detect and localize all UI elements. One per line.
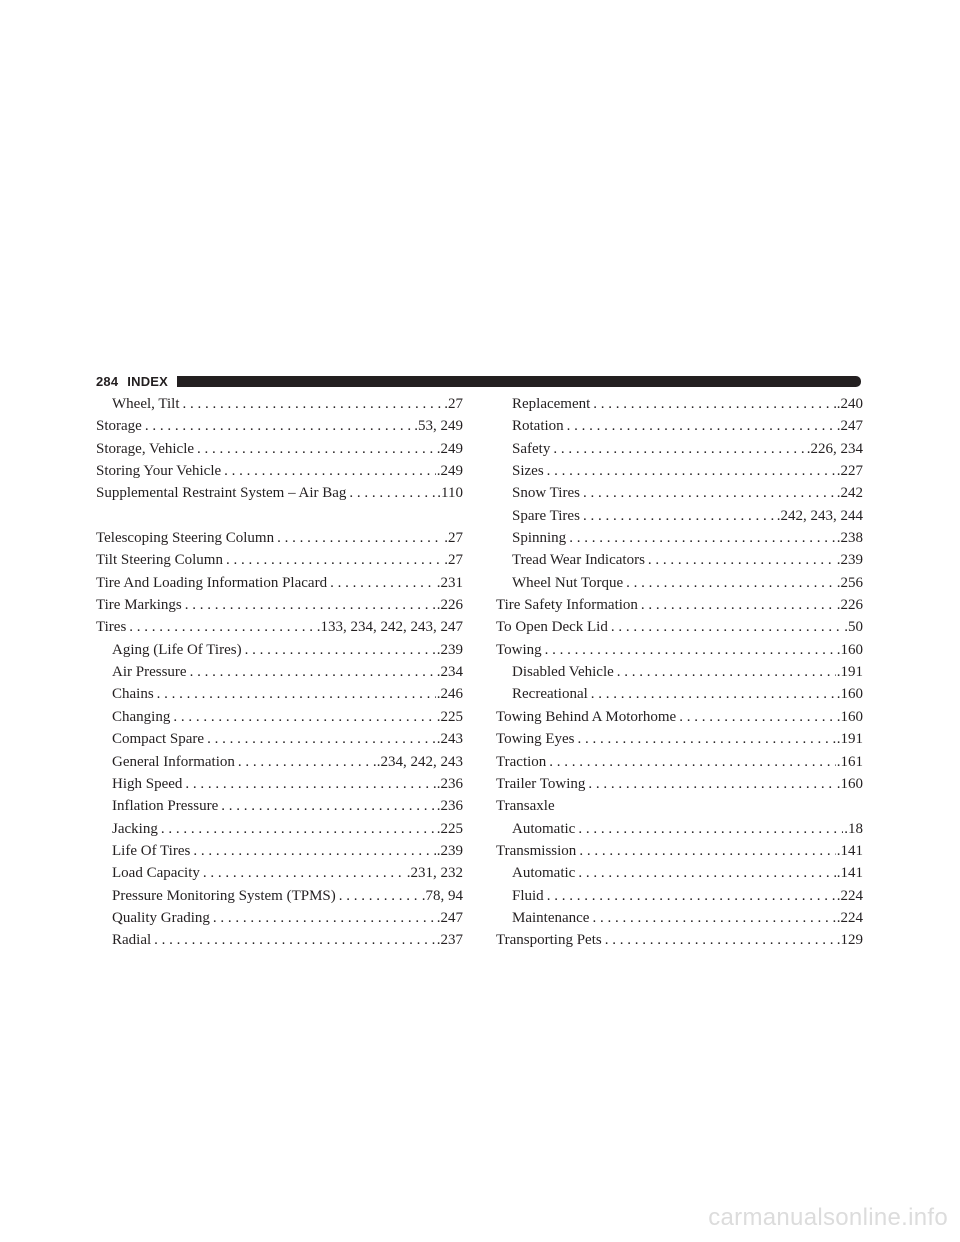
index-page-ref: .234 (436, 664, 463, 681)
index-subentry (96, 840, 463, 862)
dot-leader (180, 393, 444, 415)
index-label: Tires (96, 619, 127, 636)
index-entry (496, 840, 863, 862)
dot-leader (590, 393, 835, 415)
index-subentry (496, 527, 863, 549)
dot-leader (327, 572, 436, 594)
index-subentry (96, 706, 463, 728)
index-label: Maintenance (512, 909, 590, 926)
index-page-ref: .247 (436, 909, 463, 926)
index-page-ref: .27 (444, 396, 463, 412)
index-entry (496, 706, 863, 728)
dot-leader (187, 661, 436, 683)
index-subentry (496, 907, 863, 929)
index-page-ref: .256 (836, 574, 863, 591)
dot-leader (154, 683, 436, 705)
index-label: Tilt Steering Column (96, 552, 223, 569)
index-subentry (96, 773, 463, 795)
dot-leader (542, 639, 836, 661)
index-label: Towing Behind A Motorhome (496, 708, 677, 725)
index-label: Tire Markings (96, 597, 182, 614)
index-page-ref: .160 (836, 775, 863, 792)
index-label: Automatic (512, 820, 576, 837)
index-label: Storage (96, 418, 142, 435)
dot-leader (190, 840, 435, 862)
index-page-ref: .224 (836, 887, 863, 904)
index-label: Rotation (512, 418, 564, 435)
index-subentry (96, 728, 463, 750)
index-column-left (96, 393, 463, 952)
dot-leader (346, 482, 436, 504)
index-page-ref: .247 (836, 418, 863, 435)
index-label: Air Pressure (112, 664, 187, 681)
index-label: Inflation Pressure (112, 798, 219, 815)
index-subentry (496, 885, 863, 907)
index-page-ref: .236 (436, 775, 463, 792)
index-label: Transmission (496, 842, 577, 859)
dot-leader (546, 751, 835, 773)
dot-leader (575, 818, 843, 840)
index-page-ref: .239 (436, 641, 463, 658)
dot-leader (575, 862, 835, 884)
index-subentry (496, 505, 863, 527)
header-rule (177, 376, 861, 387)
dot-leader (576, 840, 835, 862)
dot-leader (566, 527, 836, 549)
index-page-ref: .231, 232 (406, 865, 463, 882)
index-entry (96, 415, 463, 437)
index-page-ref: .161 (836, 753, 863, 770)
index-page-ref: .225 (436, 708, 463, 725)
dot-leader (550, 438, 805, 460)
dot-leader (204, 728, 436, 750)
index-label: Towing (496, 641, 542, 658)
index-page-ref: .227 (836, 463, 863, 480)
index-entry (496, 929, 863, 951)
index-label: Fluid (512, 887, 544, 904)
index-label: Quality Grading (112, 909, 210, 926)
index-page-ref: .234, 242, 243 (376, 753, 463, 770)
index-entry (496, 639, 863, 661)
dot-leader (151, 929, 436, 951)
index-subentry (496, 549, 863, 571)
index-page-ref: .160 (836, 686, 863, 703)
index-page-ref: .191 (836, 731, 863, 748)
dot-leader (544, 885, 836, 907)
index-page-ref: .78, 94 (421, 887, 463, 904)
index-page-ref: .18 (844, 820, 863, 837)
index-label: Trailer Towing (496, 775, 586, 792)
dot-leader (194, 438, 436, 460)
index-subentry (96, 795, 463, 817)
index-subentry (96, 751, 463, 773)
index-page-ref: .226 (836, 597, 863, 614)
index-subentry (496, 393, 863, 415)
index-label: Replacement (512, 396, 591, 412)
index-label: Changing (112, 708, 171, 725)
dot-leader (564, 415, 836, 437)
watermark: carmanualsonline.info (708, 1204, 948, 1231)
index-label: Recreational (512, 686, 588, 703)
index-label: Radial (112, 932, 152, 949)
index-entry (496, 594, 863, 616)
index-entry (96, 527, 463, 549)
index-page-ref: .53, 249 (414, 418, 463, 435)
index-entry (96, 549, 463, 571)
index-label: Supplemental Restraint System – Air Bag (96, 485, 347, 502)
index-entry (496, 728, 863, 750)
index-subentry (496, 818, 863, 840)
index-page-ref: .240 (836, 396, 863, 412)
index-label: Chains (112, 686, 154, 703)
index-subentry (496, 438, 863, 460)
index-page-ref: .110 (437, 485, 463, 502)
index-subentry (96, 639, 463, 661)
index-page-ref: .239 (836, 552, 863, 569)
index-page-ref: .224 (836, 909, 863, 926)
dot-leader (274, 527, 443, 549)
index-page-ref: .133, 234, 242, 243, 247 (316, 619, 463, 636)
index-entry (496, 616, 863, 638)
index-entry (96, 482, 463, 504)
index-entry (496, 773, 863, 795)
index-label: Storage, Vehicle (96, 440, 195, 457)
index-subentry (96, 818, 463, 840)
dot-leader (645, 549, 836, 571)
index-page-ref: .239 (436, 842, 463, 859)
dot-leader (158, 818, 436, 840)
index-label: Spinning (512, 530, 567, 547)
index-label: Compact Spare (112, 731, 205, 748)
index-entry (96, 594, 463, 616)
index-label: Automatic (512, 865, 576, 882)
index-subentry (496, 572, 863, 594)
index-page-ref: .249 (436, 440, 463, 457)
index-subentry (496, 415, 863, 437)
index-label: Telescoping Steering Column (96, 530, 275, 547)
index-page-ref: .50 (844, 619, 863, 636)
index-label: Load Capacity (112, 865, 200, 882)
index-page-ref: .141 (836, 842, 863, 859)
index-page-ref: .160 (836, 708, 863, 725)
dot-leader (336, 885, 421, 907)
index-subentry (496, 482, 863, 504)
index-label: Tread Wear Indicators (512, 552, 645, 569)
index-subentry (96, 929, 463, 951)
dot-leader (182, 594, 436, 616)
index-page-ref: .27 (444, 552, 463, 569)
index-entry (96, 572, 463, 594)
dot-leader (676, 706, 836, 728)
index-label: Pressure Monitoring System (TPMS) (112, 887, 336, 904)
dot-leader (608, 616, 843, 638)
index-label: Snow Tires (512, 485, 580, 502)
dot-leader (575, 728, 836, 750)
index-label: Disabled Vehicle (512, 664, 614, 681)
dot-leader (623, 572, 836, 594)
dot-leader (589, 907, 835, 929)
index-page-ref: .226, 234 (806, 440, 863, 457)
index-label: High Speed (112, 775, 183, 792)
dot-leader (221, 460, 436, 482)
index-label: Sizes (512, 463, 544, 480)
dot-leader (182, 773, 435, 795)
index-subentry (96, 393, 463, 415)
index-subentry (96, 661, 463, 683)
dot-leader (580, 505, 776, 527)
index-label: Tire And Loading Information Placard (96, 574, 328, 591)
dot-leader (242, 639, 436, 661)
index-entry (96, 460, 463, 482)
dot-leader (638, 594, 836, 616)
index-label: Wheel, Tilt (112, 396, 180, 412)
index-page-ref: .141 (836, 865, 863, 882)
index-page-ref: .225 (436, 820, 463, 837)
index-label: Spare Tires (512, 507, 580, 524)
dot-leader (142, 415, 413, 437)
index-subentry (96, 907, 463, 929)
index-label: Transaxle (496, 798, 555, 815)
dot-leader (170, 706, 435, 728)
index-page-ref: .236 (436, 798, 463, 815)
page-number: 284 (96, 373, 119, 389)
index-subentry (496, 661, 863, 683)
index-subentry (96, 683, 463, 705)
dot-leader (200, 862, 406, 884)
index-spacer (96, 505, 463, 527)
index-label: Aging (Life Of Tires) (112, 641, 242, 658)
index-label: Towing Eyes (496, 731, 575, 748)
index-page-ref: .243 (436, 731, 463, 748)
dot-leader (602, 929, 836, 951)
index-entry (496, 751, 863, 773)
index-page-ref: .242 (836, 485, 863, 502)
index-subentry (496, 683, 863, 705)
index-label: Tire Safety Information (496, 597, 638, 614)
index-page-ref: .129 (836, 932, 863, 949)
index-label: To Open Deck Lid (496, 619, 608, 636)
index-page-ref: .231 (436, 574, 463, 591)
index-page-ref: .226 (436, 597, 463, 614)
page-header (96, 372, 861, 390)
index-page-ref: .242, 243, 244 (776, 507, 863, 524)
index-label: Jacking (112, 820, 158, 837)
index-page-ref: .27 (444, 530, 463, 547)
index-subentry (496, 460, 863, 482)
index-entry (96, 438, 463, 460)
index-label: Storing Your Vehicle (96, 463, 222, 480)
dot-leader (210, 907, 436, 929)
dot-leader (126, 616, 315, 638)
index-label: Wheel Nut Torque (512, 574, 624, 591)
dot-leader (580, 482, 836, 504)
index-subentry (96, 885, 463, 907)
index-page-ref: .160 (836, 641, 863, 658)
index-subentry (96, 862, 463, 884)
index-page-ref: .246 (436, 686, 463, 703)
index-label: Transporting Pets (496, 932, 602, 949)
index-column-right (496, 393, 863, 952)
index-entry (496, 795, 863, 817)
index-label: General Information (112, 753, 235, 770)
dot-leader (218, 795, 436, 817)
dot-leader (544, 460, 836, 482)
index-entry (96, 616, 463, 638)
index-page-ref: .249 (436, 463, 463, 480)
index-label: Life Of Tires (112, 842, 191, 859)
dot-leader (614, 661, 836, 683)
dot-leader (235, 751, 376, 773)
dot-leader (588, 683, 836, 705)
index-page-ref: .238 (836, 530, 863, 547)
section-title: INDEX (127, 373, 169, 389)
index-label: Safety (512, 440, 551, 457)
dot-leader (223, 549, 443, 571)
index-label: Traction (496, 753, 547, 770)
dot-leader (585, 773, 835, 795)
index-page-ref: .237 (436, 932, 463, 949)
index-page-ref: .191 (836, 664, 863, 681)
index-subentry (496, 862, 863, 884)
